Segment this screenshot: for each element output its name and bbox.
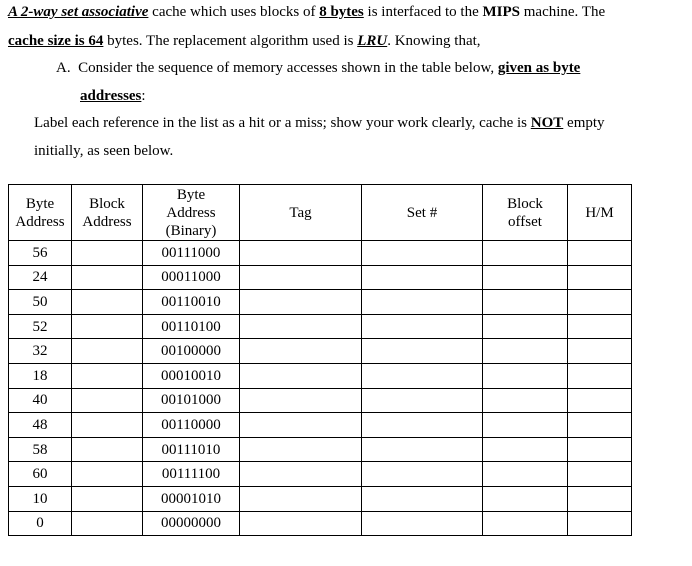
cell-tag (240, 314, 362, 339)
intro-text: . Knowing that, (387, 33, 481, 49)
cell-byte-address: 60 (9, 462, 72, 487)
cell-block-offset (483, 462, 568, 487)
cell-tag (240, 413, 362, 438)
cell-block-offset (483, 290, 568, 315)
header-tag: Tag (240, 185, 362, 241)
cell-set (362, 290, 483, 315)
cell-binary-address: 00001010 (143, 486, 240, 511)
table-row (9, 486, 632, 511)
cell-hit-miss (568, 388, 632, 413)
cell-byte-address: 10 (9, 486, 72, 511)
cell-hit-miss (568, 363, 632, 388)
cache-size-text: cache size is 64 (8, 33, 104, 49)
cell-byte-address: 58 (9, 437, 72, 462)
table-row (9, 290, 632, 315)
cell-block-address (72, 388, 143, 413)
table-header-row (9, 185, 632, 241)
table-row (9, 265, 632, 290)
cell-binary-address: 00011000 (143, 265, 240, 290)
cache-access-table (8, 184, 632, 536)
cell-hit-miss (568, 413, 632, 438)
cell-byte-address: 50 (9, 290, 72, 315)
table-row (9, 437, 632, 462)
cell-block-offset (483, 388, 568, 413)
cell-binary-address: 00110100 (143, 314, 240, 339)
instructions-text: empty (563, 115, 605, 131)
cell-byte-address: 52 (9, 314, 72, 339)
cell-tag (240, 511, 362, 536)
cell-block-address (72, 486, 143, 511)
cell-byte-address: 24 (9, 265, 72, 290)
cell-set (362, 339, 483, 364)
header-byte-address: Byte Address (9, 185, 72, 241)
instructions-line-2 (34, 143, 173, 160)
intro-text: bytes. The replacement algorithm used is (103, 33, 358, 49)
table-row (9, 363, 632, 388)
not-text: NOT (530, 115, 564, 131)
cell-binary-address: 00000000 (143, 511, 240, 536)
header-hit-miss: H/M (568, 185, 632, 241)
cell-block-address (72, 265, 143, 290)
cell-binary-address: 00100000 (143, 339, 240, 364)
cell-block-address (72, 290, 143, 315)
cell-set (362, 363, 483, 388)
cell-tag (240, 339, 362, 364)
cell-hit-miss (568, 290, 632, 315)
cell-tag (240, 241, 362, 266)
table-row (9, 241, 632, 266)
header-set: Set # (362, 185, 483, 241)
cell-block-offset (483, 413, 568, 438)
cell-byte-address: 0 (9, 511, 72, 536)
instructions-text: initially, as seen below. (34, 143, 174, 159)
intro-line-1 (8, 4, 605, 21)
cell-set (362, 462, 483, 487)
cell-hit-miss (568, 314, 632, 339)
cell-tag (240, 486, 362, 511)
intro-text: machine. The (520, 4, 606, 20)
cell-tag (240, 462, 362, 487)
cell-byte-address: 18 (9, 363, 72, 388)
block-size-text: 8 bytes (319, 4, 364, 20)
cell-binary-address: 00110010 (143, 290, 240, 315)
cell-byte-address: 56 (9, 241, 72, 266)
table-row (9, 314, 632, 339)
table-row (9, 511, 632, 536)
cell-set (362, 413, 483, 438)
cell-hit-miss (568, 265, 632, 290)
cell-binary-address: 00111100 (143, 462, 240, 487)
cell-block-address (72, 511, 143, 536)
cell-block-offset (483, 314, 568, 339)
cell-hit-miss (568, 339, 632, 364)
cell-block-address (72, 314, 143, 339)
cell-hit-miss (568, 241, 632, 266)
table-row (9, 413, 632, 438)
byte-addresses-text: given as byte (497, 60, 581, 76)
cell-block-address (72, 363, 143, 388)
cell-binary-address: 00010010 (143, 363, 240, 388)
cell-hit-miss (568, 462, 632, 487)
part-a-line-1 (56, 60, 580, 77)
cell-binary-address: 00101000 (143, 388, 240, 413)
cell-byte-address: 40 (9, 388, 72, 413)
intro-line-2 (8, 33, 481, 50)
cell-tag (240, 437, 362, 462)
cell-set (362, 241, 483, 266)
cell-block-offset (483, 265, 568, 290)
instructions-line-1 (34, 115, 605, 132)
cell-tag (240, 363, 362, 388)
addresses-text: addresses (80, 88, 142, 104)
cell-hit-miss (568, 437, 632, 462)
part-a-line-2 (80, 88, 146, 105)
cell-set (362, 388, 483, 413)
cell-byte-address: 48 (9, 413, 72, 438)
cell-set (362, 437, 483, 462)
header-binary-address: Byte Address (Binary) (143, 185, 240, 241)
cell-set (362, 511, 483, 536)
cell-tag (240, 290, 362, 315)
cell-hit-miss (568, 486, 632, 511)
cell-block-offset (483, 241, 568, 266)
cell-block-offset (483, 486, 568, 511)
table-row (9, 339, 632, 364)
part-a-marker: A. (56, 60, 71, 76)
colon-text: : (141, 88, 146, 104)
cache-type-text: A 2-way set associative (8, 4, 149, 20)
cell-tag (240, 265, 362, 290)
cell-binary-address: 00111000 (143, 241, 240, 266)
table-row (9, 462, 632, 487)
cell-block-address (72, 339, 143, 364)
cell-block-offset (483, 511, 568, 536)
cell-binary-address: 00111010 (143, 437, 240, 462)
intro-text: cache which uses blocks of (148, 4, 320, 20)
part-a-text: Consider the sequence of memory accesses shown in the table below, (78, 60, 498, 76)
cell-set (362, 314, 483, 339)
instructions-text: Label each reference in the list as a hit or a miss; show your work clearly, cache is (34, 115, 531, 131)
header-block-offset: Block offset (483, 185, 568, 241)
cell-hit-miss (568, 511, 632, 536)
cell-block-offset (483, 437, 568, 462)
cell-tag (240, 388, 362, 413)
cell-byte-address: 32 (9, 339, 72, 364)
cell-block-address (72, 241, 143, 266)
cell-block-offset (483, 339, 568, 364)
cell-block-address (72, 462, 143, 487)
lru-text: LRU (357, 33, 388, 49)
intro-text: is interfaced to the (363, 4, 483, 20)
header-block-address: Block Address (72, 185, 143, 241)
cell-binary-address: 00110000 (143, 413, 240, 438)
cell-set (362, 265, 483, 290)
cell-block-address (72, 413, 143, 438)
cell-set (362, 486, 483, 511)
table-row (9, 388, 632, 413)
mips-text: MIPS (482, 4, 520, 20)
cell-block-offset (483, 363, 568, 388)
cell-block-address (72, 437, 143, 462)
